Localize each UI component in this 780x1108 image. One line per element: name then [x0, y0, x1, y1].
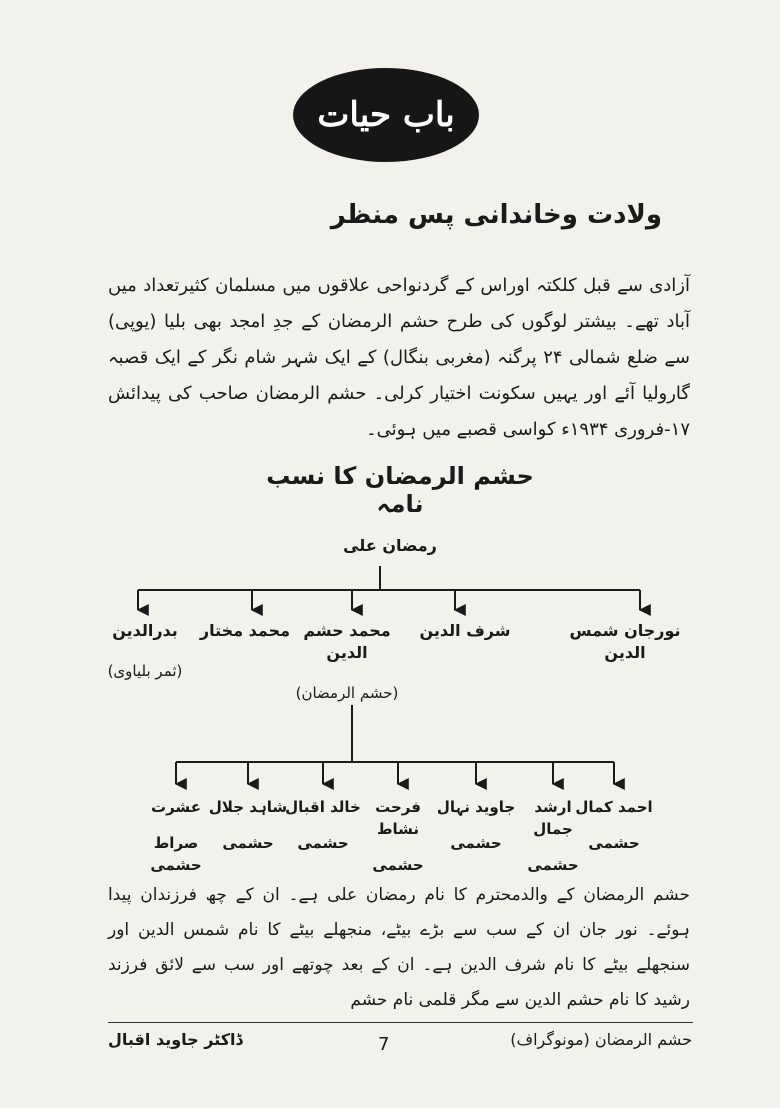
grandchild-name: جاوید نہال — [436, 798, 516, 816]
child-name: محمد حشم الدین — [303, 621, 391, 662]
child-node — [282, 620, 412, 704]
grandchild-surname: حشمی — [372, 856, 424, 874]
grandchild-node — [513, 796, 593, 876]
paragraph-1: آزادی سے قبل کلکتہ اوراس کے گردنواحی علاقوں میں مسلمان کثیرتعداد میں آباد تھے۔ بیشتر لوگوں کی طرح حشم الرمضان کے جدِ امجد بھی بلیا (یوپی) سے ضلع شمالی ۲۴ پرگنہ (مغربی بنگال) کے ایک شہر شام نگر کے ایک قصبہ گارولیا آئے اور یہیں سکونت اختیار کرلی۔ حشم الرمضان صاحب کی پیدائش ۱۷-فروری ۱۹۳۴ء کواسی قصبے میں ہوئی۔ — [108, 275, 690, 440]
grandchild-name: عشرت — [151, 798, 201, 816]
family-tree-root: رمضان علی — [343, 536, 437, 555]
child-pen-name: (ثمر بلیاوی) — [107, 662, 183, 680]
grandchild-name: فرحت نشاط — [375, 798, 421, 838]
paragraph-2: حشم الرمضان کے والدمحترم کا نام رمضان علی ہے۔ ان کے چھ فرزندان پیدا ہوئے۔ نور جان ان کے سب سے بڑے بیٹے، منجھلے بیٹے کا نام شمس الدین اور سنجھلے بیٹے کا نام شرف الدین ہے۔ ان کے بعد چوتھے اور سب سے لائق فرزند رشید کا نام حشم الدین سے مگر قلمی نام حشم — [108, 885, 690, 1010]
footer-divider — [108, 1022, 693, 1023]
section-heading: ولادت وخاندانی پس منظر — [330, 200, 662, 230]
grandchild-surname: صراط حشمی — [150, 834, 202, 874]
child-name: بدرالدین — [112, 621, 178, 640]
child-name: نورجان شمس الدین — [569, 621, 681, 662]
family-tree-title: حشم الرمضان کا نسب نامہ — [266, 462, 534, 518]
child-node — [560, 620, 690, 664]
chapter-title: باب حیات — [317, 95, 455, 135]
grandchild-node — [358, 796, 438, 876]
page-number: 7 — [378, 1034, 390, 1055]
child-node — [90, 620, 200, 682]
grandchild-node — [436, 796, 516, 854]
grandchild-node — [283, 796, 363, 854]
grandchild-name: احمد کمال — [575, 798, 653, 816]
grandchild-name: شاہد جلال — [208, 798, 288, 816]
grandchild-name: خالد اقبال — [285, 798, 361, 816]
grandchild-surname: حشمی — [588, 834, 640, 852]
grandchild-node — [130, 796, 222, 876]
footer-book-title: حشم الرمضان (مونوگراف) — [510, 1030, 692, 1049]
grandchild-surname: حشمی — [450, 834, 502, 852]
grandchild-name: ارشد جمال — [533, 798, 573, 838]
child-node — [190, 620, 300, 642]
child-pen-name: (حشم الرمضان) — [295, 684, 399, 702]
grandchild-surname: حشمی — [297, 834, 349, 852]
child-name: شرف الدین — [419, 621, 511, 640]
grandchild-surname: حشمی — [222, 834, 274, 852]
grandchild-surname: حشمی — [527, 856, 579, 874]
child-node — [400, 620, 530, 642]
child-name: محمد مختار — [199, 621, 291, 640]
footer-author: ڈاکٹر جاوید اقبال — [108, 1030, 243, 1049]
